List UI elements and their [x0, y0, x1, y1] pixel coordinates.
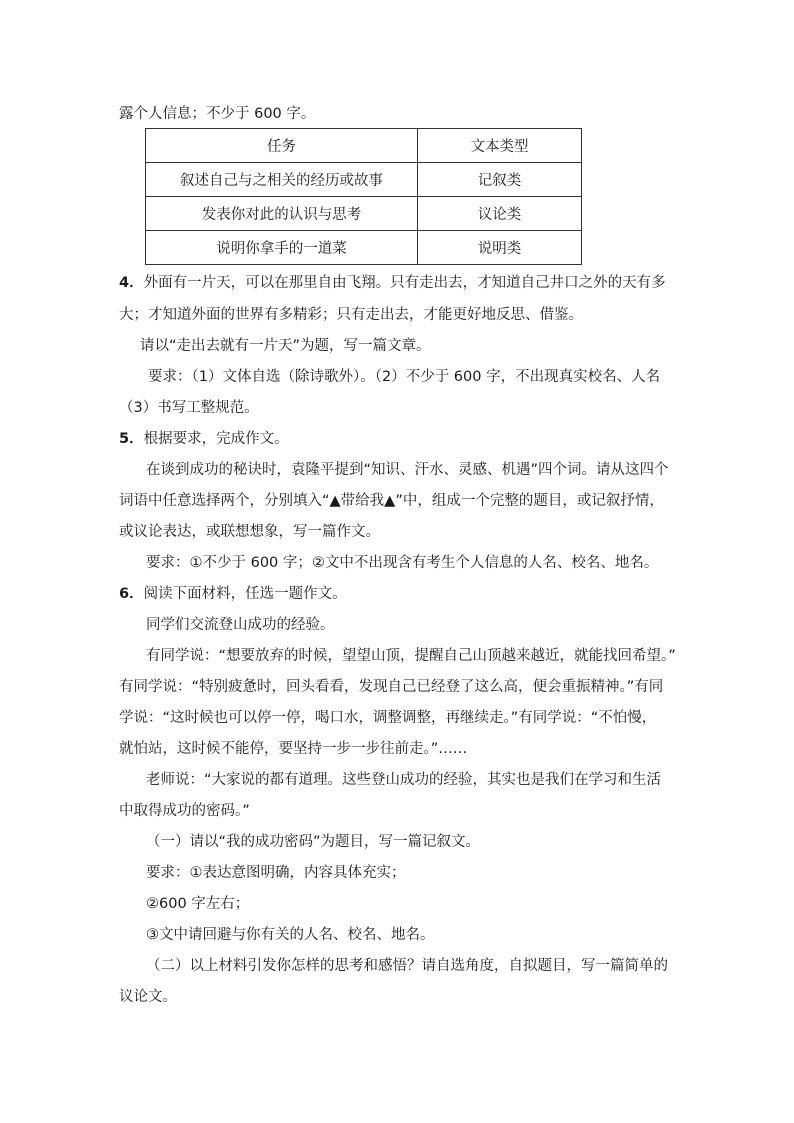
question-6-line-11: ②600 字左右；	[146, 896, 250, 912]
question-6-line-2: 同学们交流登山成功的经验。	[146, 617, 335, 633]
question-text: 根据要求，完成作文。	[143, 431, 289, 447]
question-4-line-1	[119, 273, 666, 293]
question-4-line-5: （3）书写工整规范。	[119, 400, 259, 416]
question-6-line-6: 就怕站，这时候不能停，要坚持一步一步往前走。”……	[119, 741, 468, 757]
table-row	[146, 163, 582, 197]
question-number: 4．	[119, 275, 144, 291]
question-6-line-10: 要求：①表达意图明确，内容具体充实；	[146, 865, 406, 881]
table-row	[146, 231, 582, 265]
table-row	[146, 197, 582, 231]
question-number: 5．	[119, 431, 144, 447]
question-6-line-13: （二）以上材料引发你怎样的思考和感悟？请自选角度，自拟题目，写一篇简单的	[146, 958, 668, 974]
question-number: 6．	[119, 586, 144, 602]
table-cell: 说明你拿手的一道菜	[146, 231, 418, 265]
table-cell: 发表你对此的认识与思考	[146, 197, 418, 231]
task-table	[145, 128, 582, 265]
question-6-line-5: 学说：“这时候也可以停一停，喝口水，调整调整，再继续走。”有同学说：“不怕慢，	[119, 710, 657, 726]
question-6-line-3: 有同学说：“想要放弃的时候，望望山顶，提醒自己山顶越来越近，就能找回希望。”	[146, 648, 676, 664]
question-6-line-1	[119, 584, 347, 604]
question-5-line-3: 词语中任意选择两个，分别填入“▲带给我▲”中，组成一个完整的题目，或记叙抒情，	[119, 493, 664, 509]
question-5-line-2: 在谈到成功的秘诀时，袁隆平提到“知识、汗水、灵感、机遇”四个词。请从这四个	[146, 462, 669, 478]
question-6-line-9: （一）请以“我的成功密码”为题目，写一篇记叙文。	[146, 834, 481, 850]
question-6-line-7: 老师说：“大家说的都有道理。这些登山成功的经验，其实也是我们在学习和生活	[146, 772, 662, 788]
question-text: 阅读下面材料，任选一题作文。	[143, 586, 347, 602]
question-5-line-5: 要求：①不少于 600 字；②文中不出现含有考生个人信息的人名、校名、地名。	[146, 555, 659, 571]
question-4-line-3: 请以“走出去就有一片天”为题，写一篇文章。	[140, 338, 431, 354]
question-5-line-4: 或议论表达，或联想想象，写一篇作文。	[119, 524, 380, 540]
table-header-cell: 文本类型	[418, 129, 582, 163]
table-header-cell: 任务	[146, 129, 418, 163]
question-4-line-4: 要求：（1）文体自选（除诗歌外）。（2）不少于 600 字，不出现真实校名、人名	[148, 369, 661, 385]
question-text: 外面有一片天，可以在那里自由飞翔。只有走出去，才知道自己井口之外的天有多	[143, 275, 666, 291]
question-6-line-8: 中取得成功的密码。”	[119, 803, 250, 819]
table-header-row	[146, 129, 582, 163]
question-5-line-1	[119, 429, 289, 449]
question-6-line-4: 有同学说：“特别疲惫时，回头看看，发现自己已经登了这么高，便会重振精神。”有同	[119, 679, 664, 695]
intro-line: 露个人信息；不少于 600 字。	[119, 106, 316, 122]
question-6-line-12: ③文中请回避与你有关的人名、校名、地名。	[146, 927, 435, 943]
table-cell: 记叙类	[418, 163, 582, 197]
table-cell: 说明类	[418, 231, 582, 265]
table-cell: 叙述自己与之相关的经历或故事	[146, 163, 418, 197]
table-cell: 议论类	[418, 197, 582, 231]
question-6-line-14: 议论文。	[119, 989, 177, 1005]
question-4-line-2: 大；才知道外面的世界有多精彩；只有走出去，才能更好地反思、借鉴。	[119, 307, 583, 323]
